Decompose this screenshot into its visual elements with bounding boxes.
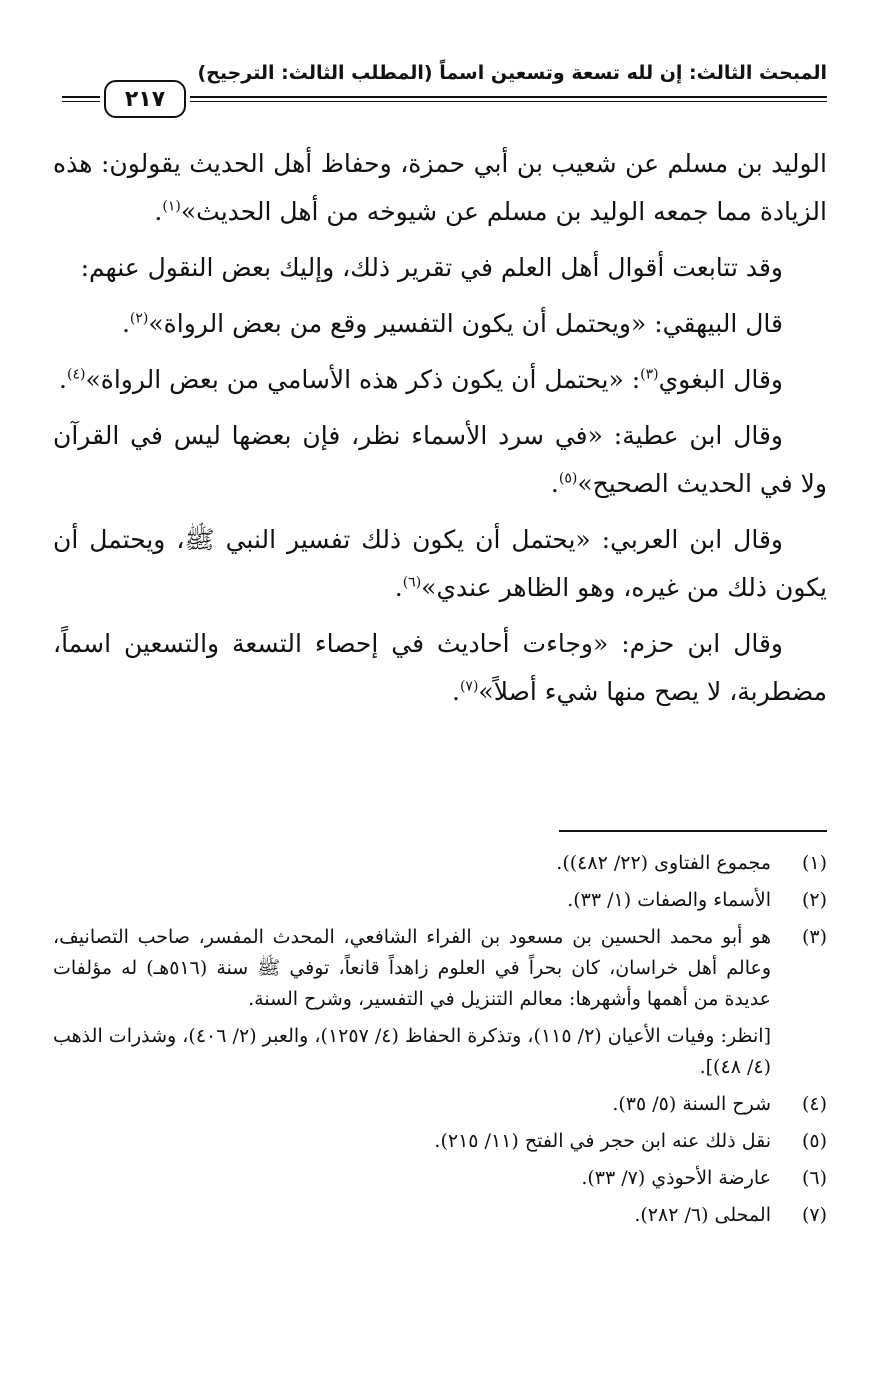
paragraph-text: قال البيهقي: «ويحتمل أن يكون التفسير وقع من بعض الرواة» <box>148 309 783 338</box>
footnote-ref: (٣) <box>640 366 659 383</box>
footnote <box>53 1126 827 1157</box>
paragraph-text: وقال ابن حزم: «وجاءت أحاديث في إحصاء التسعة والتسعين اسماً، مضطربة، لا يصح منها شيء أصلاً» <box>53 629 827 706</box>
paragraph <box>53 140 827 236</box>
paragraph-text: الوليد بن مسلم عن شعيب بن أبي حمزة، وحفاظ أهل الحديث يقولون: هذه الزيادة مما جمعه الوليد بن مسلم عن شيوخه من أهل الحديث» <box>53 149 827 226</box>
footnote-ref: (٤) <box>66 366 86 383</box>
main-text <box>53 140 827 724</box>
paragraph <box>53 356 827 404</box>
paragraph <box>53 412 827 508</box>
paragraph-text: وقال ابن العربي: «يحتمل أن يكون ذلك تفسير النبي ﷺ، ويحتمل أن يكون ذلك من غيره، وهو الظاهر عندي» <box>53 525 827 602</box>
paragraph <box>53 516 827 612</box>
footnote-text: المحلى (٦/ ٢٨٢). <box>634 1204 771 1226</box>
footnote-references: [انظر: وفيات الأعيان (٢/ ١١٥)، وتذكرة الحفاظ (٤/ ١٢٥٧)، والعبر (٢/ ٤٠٦)، وشذرات الذهب (٤/ ٤٨)]. <box>53 1025 771 1078</box>
footnote-text: الأسماء والصفات (١/ ٣٣). <box>567 889 771 911</box>
footnote-number: (٦) <box>801 1167 827 1189</box>
paragraph-text: : «يحتمل أن يكون ذكر هذه الأسامي من بعض الرواة» <box>85 365 641 394</box>
paragraph <box>53 620 827 716</box>
footnote-ref: (٧) <box>459 678 479 695</box>
footnote-number: (٢) <box>801 889 827 911</box>
footnote <box>53 1200 827 1231</box>
paragraph-end: . <box>550 469 559 498</box>
paragraph-text: وقال ابن عطية: «في سرد الأسماء نظر، فإن بعضها ليس في القرآن ولا في الحديث الصحيح» <box>53 421 827 498</box>
footnote-number: (٧) <box>801 1204 827 1226</box>
footnote <box>53 848 827 879</box>
paragraph-end: . <box>452 677 460 706</box>
footnote <box>53 1163 827 1194</box>
footnote-text: مجموع الفتاوى (٢٢/ ٤٨٢)). <box>556 852 771 874</box>
footnote-ref: (٥) <box>558 470 578 487</box>
footnote-text: هو أبو محمد الحسين بن مسعود بن الفراء الشافعي، المحدث المفسر، صاحب التصانيف، وعالم أهل خراسان، كان بحراً في العلوم زاهداً قانعاً، توفي ﷺ سنة (٥١٦هـ) له مؤلفات عديدة من أهمها وأشهرها: معالم التنزيل في التفسير، وشرح السنة. <box>53 926 771 1010</box>
footnote-ref: (٦) <box>402 574 422 591</box>
footnote <box>53 922 827 1015</box>
paragraph-end: . <box>121 309 130 338</box>
paragraph-end: . <box>154 197 163 226</box>
footnote-ref: (١) <box>162 198 181 215</box>
header-rule-left <box>62 96 100 102</box>
footnote-number: (٥) <box>801 1130 827 1152</box>
running-title: المبحث الثالث: إن لله تسعة وتسعين اسماً (المطلب الثالث: الترجيح) <box>197 62 827 84</box>
paragraph <box>53 244 827 292</box>
footnote <box>53 1089 827 1120</box>
footnote-text: عارضة الأحوذي (٧/ ٣٣). <box>581 1167 771 1189</box>
footnote-number: (١) <box>801 852 827 874</box>
paragraph-end: . <box>59 365 67 394</box>
footnote-separator <box>559 830 827 832</box>
footnote-ref: (٢) <box>129 310 149 327</box>
footnotes <box>53 848 827 1237</box>
paragraph <box>53 300 827 348</box>
footnote-number: (٣) <box>801 926 827 948</box>
footnote-text: شرح السنة (٥/ ٣٥). <box>612 1093 771 1115</box>
paragraph-end: . <box>394 573 403 602</box>
footnote <box>53 885 827 916</box>
paragraph-text: وقد تتابعت أقوال أهل العلم في تقرير ذلك، وإليك بعض النقول عنهم: <box>80 253 783 282</box>
header-rule <box>190 96 827 102</box>
paragraph-text: وقال البغوي <box>658 365 783 394</box>
footnote-text: نقل ذلك عنه ابن حجر في الفتح (١١/ ٢١٥). <box>434 1130 771 1152</box>
footnote-number: (٤) <box>801 1093 827 1115</box>
page-number: ٢١٧ <box>104 80 186 118</box>
